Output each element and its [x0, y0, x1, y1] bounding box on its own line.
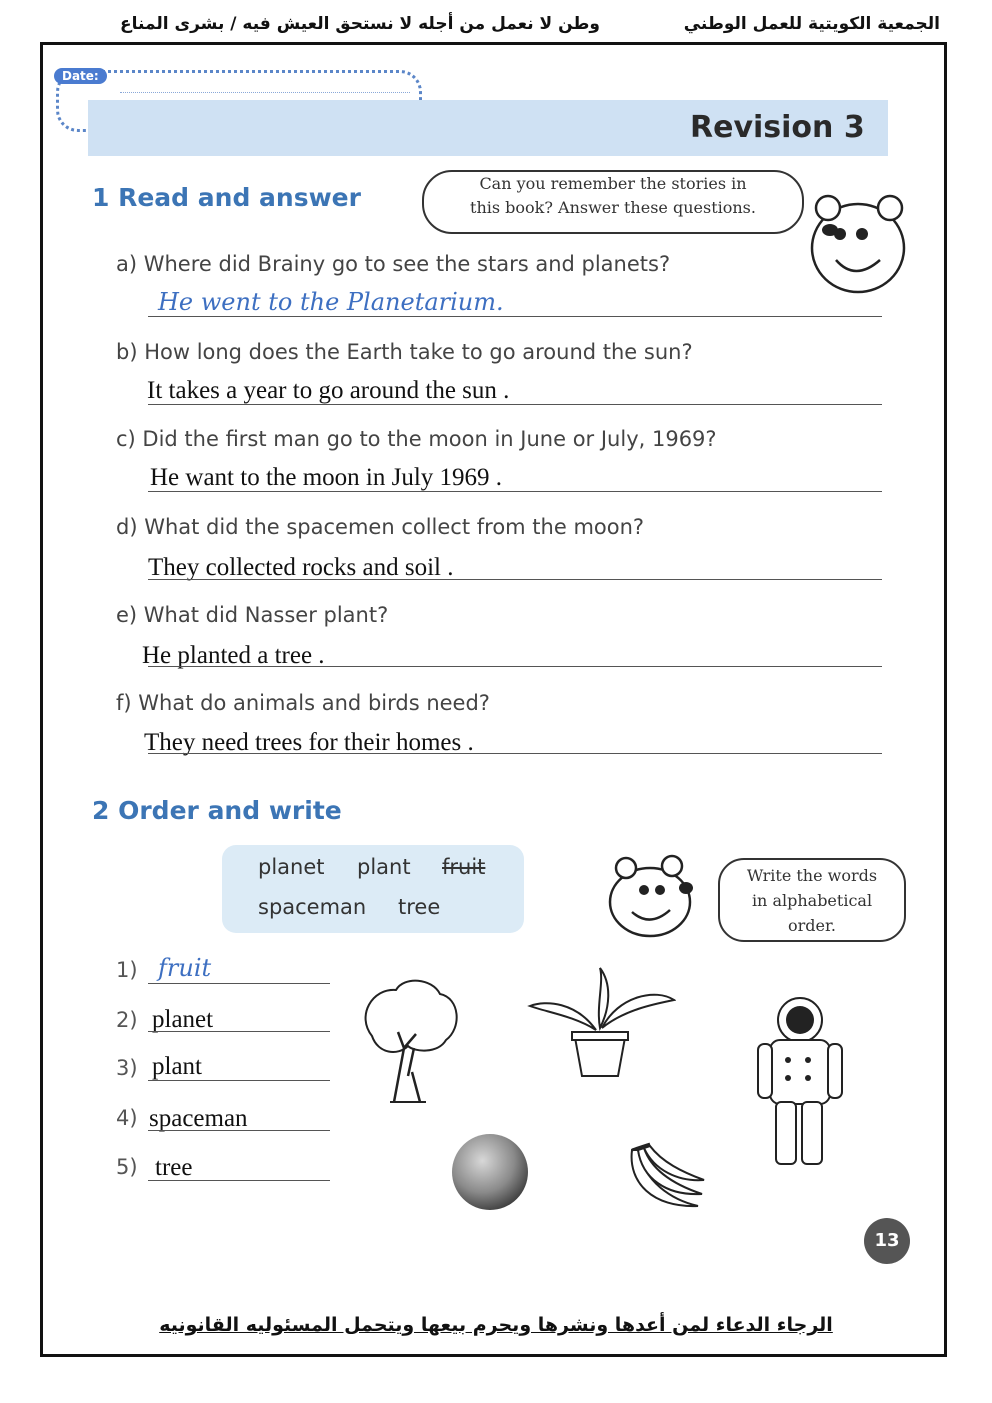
- question-f: f) What do animals and birds need?: [116, 691, 490, 715]
- header-organization: الجمعية الكويتية للعمل الوطني: [683, 14, 940, 34]
- item-number: 2): [116, 1008, 138, 1032]
- answer-line: [148, 579, 882, 580]
- bubble-line: order.: [788, 915, 836, 935]
- answer-d[interactable]: They collected rocks and soil .: [148, 554, 454, 581]
- word-item-crossed: fruit: [442, 855, 486, 879]
- answer-line: [148, 491, 882, 492]
- spaceman-icon: [748, 996, 850, 1172]
- footer-note: الرجاء الدعاء لمن أعدها ونشرها ويحرم بيعها ويتحمل المسئوليه القانونيه: [159, 1314, 833, 1336]
- fruit-icon: [622, 1142, 708, 1216]
- item-number: 4): [116, 1106, 138, 1130]
- question-c: c) Did the first man go to the moon in June or July, 1969?: [116, 427, 717, 451]
- answer-f[interactable]: They need trees for their homes .: [144, 729, 474, 756]
- section2-heading: 2 Order and write: [92, 796, 342, 825]
- word-box: [222, 845, 524, 933]
- word-item: planet: [258, 855, 325, 879]
- order-answer-1[interactable]: fruit: [158, 954, 212, 982]
- planet-icon: [448, 1130, 532, 1214]
- item-number: 1): [116, 958, 138, 982]
- question-e: e) What did Nasser plant?: [116, 603, 389, 627]
- item-number: 5): [116, 1155, 138, 1179]
- answer-c[interactable]: He want to the moon in July 1969 .: [150, 464, 503, 491]
- answer-line: [148, 1180, 330, 1181]
- answer-line: [148, 1080, 330, 1081]
- answer-b[interactable]: It takes a year to go around the sun .: [147, 377, 510, 404]
- order-answer-5[interactable]: tree: [155, 1154, 193, 1181]
- bubble-line: this book? Answer these questions.: [470, 198, 756, 217]
- date-label: Date:: [54, 68, 107, 84]
- answer-line: [148, 1130, 330, 1131]
- word-item: plant: [357, 855, 411, 879]
- order-answer-3[interactable]: plant: [152, 1053, 202, 1080]
- tree-icon: [354, 976, 464, 1106]
- bear-icon: [604, 852, 700, 940]
- answer-line: [148, 753, 882, 754]
- bubble-line: Write the words: [746, 866, 878, 885]
- date-line: [120, 92, 410, 93]
- bubble-line: in alphabetical: [751, 890, 873, 910]
- answer-line: [148, 404, 882, 405]
- page-title: Revision 3: [690, 110, 865, 145]
- bear-icon: [800, 186, 915, 301]
- order-answer-2[interactable]: planet: [152, 1006, 214, 1033]
- bubble-line: Can you remember the stories in: [479, 174, 747, 193]
- answer-a[interactable]: He went to the Planetarium.: [158, 288, 504, 316]
- word-item: spaceman: [258, 895, 367, 919]
- header-slogan: وطن لا نعمل من أجله لا نستحق العيش فيه / بشرى المناع: [120, 14, 600, 34]
- speech-bubble: [422, 170, 804, 234]
- speech-bubble: [718, 858, 906, 942]
- order-answer-4[interactable]: spaceman: [149, 1105, 248, 1132]
- answer-line: [148, 983, 330, 984]
- question-a: a) Where did Brainy go to see the stars and planets?: [116, 252, 671, 276]
- word-item: tree: [398, 895, 441, 919]
- plant-icon: [526, 966, 676, 1078]
- answer-line: [148, 1031, 330, 1032]
- page-number: 13: [864, 1218, 910, 1264]
- question-d: d) What did the spacemen collect from the moon?: [116, 515, 645, 539]
- answer-e[interactable]: He planted a tree .: [142, 642, 325, 669]
- item-number: 3): [116, 1056, 138, 1080]
- answer-line: [148, 316, 882, 317]
- section1-heading: 1 Read and answer: [92, 183, 361, 212]
- answer-line: [148, 666, 882, 667]
- header: [40, 14, 940, 42]
- question-b: b) How long does the Earth take to go around the sun?: [116, 340, 693, 364]
